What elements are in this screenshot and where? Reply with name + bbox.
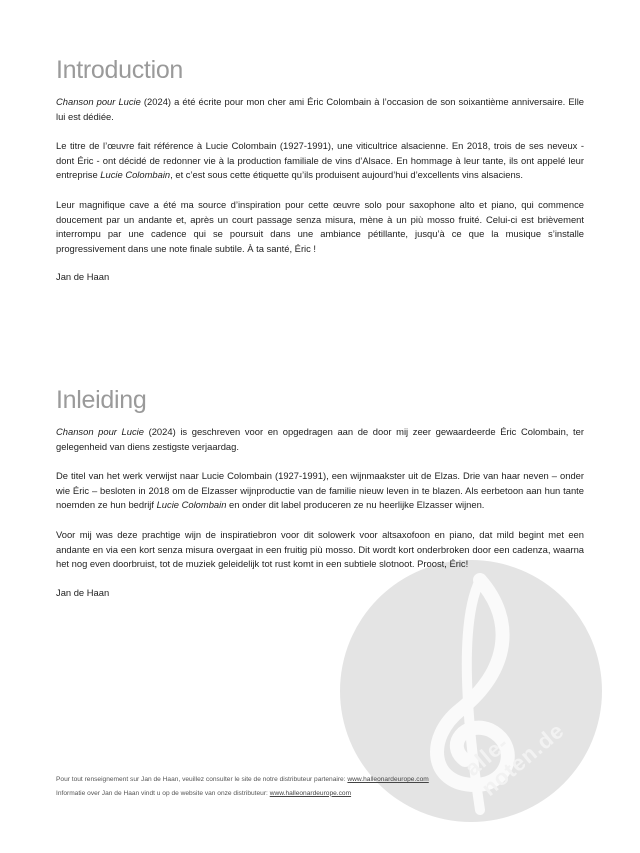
company-name: Lucie Colombain	[156, 499, 227, 511]
distributor-link[interactable]: www.halleonardeurope.com	[269, 789, 352, 797]
text: Informatie over Jan de Haan vindt u op de website van onze distributeur:	[56, 789, 270, 797]
text: en onder dit label produceren ze nu heerlijke Elzasser wijnen.	[226, 499, 485, 511]
section-introduction	[56, 56, 584, 282]
work-title: Chanson pour Lucie	[56, 426, 144, 437]
footer-line-fr	[56, 773, 429, 787]
text: , et c’est sous cette étiquette qu’ils produisent aujourd’hui d’excellents vins alsaciens.	[170, 169, 523, 181]
work-title: Chanson pour Lucie	[56, 96, 141, 107]
section-inleiding	[56, 386, 584, 598]
text: Pour tout renseignement sur Jan de Haan, veuillez consulter le site de notre distributeur partenaire:	[56, 776, 348, 783]
text: De titel van het werk verwijst naar Lucie Colombain (1927-1991), een wijnmaakster uit de Elzas. Drie van haar neven – onder wie Éric – besloten in 2018 om de Elzasser wijnproductie van de familie nieuw leven in te blazen. Als eerbetoon aan hun tante noemden ze hun bedrijf	[56, 470, 584, 511]
paragraph: Voor mij was deze prachtige wijn de inspiratiebron voor dit solowerk voor altsaxofoon en piano, dat mild begint met een andante en via een kort senza misura overgaat in een fruitig più mosso. Dit wordt kort onderbroken door een cadenza, waarna het nog even doorbruist, tot de muziek geleidelijk tot rust komt in een subtiele slotnoot. Proost, Éric!	[56, 528, 584, 570]
text: (2024) a été écrite pour mon cher ami Éric Colombain à l’occasion de son soixantième anniversaire. Elle lui est dédiée.	[56, 96, 584, 122]
distributor-link[interactable]: www.halleonardeurope.com	[347, 776, 429, 783]
paragraph	[56, 139, 584, 183]
section-title: Inleiding	[56, 386, 147, 414]
text: Le titre de l’œuvre fait référence à Lucie Colombain (1927-1991), une viticultrice alsacienne. En 2018, trois de ses neveux - dont Éric - ont décidé de redonner vie à la production familiale de vins d’Alsace. En hommage à leur tante, ils ont appelé leur entreprise	[56, 140, 584, 181]
footer	[56, 773, 429, 800]
paragraph: Leur magnifique cave a été ma source d’inspiration pour cette œuvre solo pour saxophone alto et piano, qui commence doucement par un andante et, après un court passage senza misura, mène à un più mosso fruité. Celui-ci est brièvement interrompu par une cadence qui se poursuit dans une ambiance pétillante, jusqu’à ce que la musique s’installe progressivement dans une note finale subtile. À ta santé, Éric !	[56, 198, 584, 254]
paragraph	[56, 425, 584, 454]
signature: Jan de Haan	[56, 586, 110, 598]
section-title: Introduction	[56, 56, 184, 84]
signature: Jan de Haan	[56, 271, 110, 283]
paragraph	[56, 95, 584, 124]
company-name: Lucie Colombain	[100, 169, 171, 181]
text: (2024) is geschreven voor en opgedragen aan de door mij zeer gewaardeerde Éric Colombain, ter gelegenheid van diens zestigste verjaardag.	[56, 426, 584, 452]
watermark-text: alle-noten.de	[459, 717, 570, 801]
paragraph	[56, 469, 584, 513]
footer-line-nl	[56, 787, 429, 801]
